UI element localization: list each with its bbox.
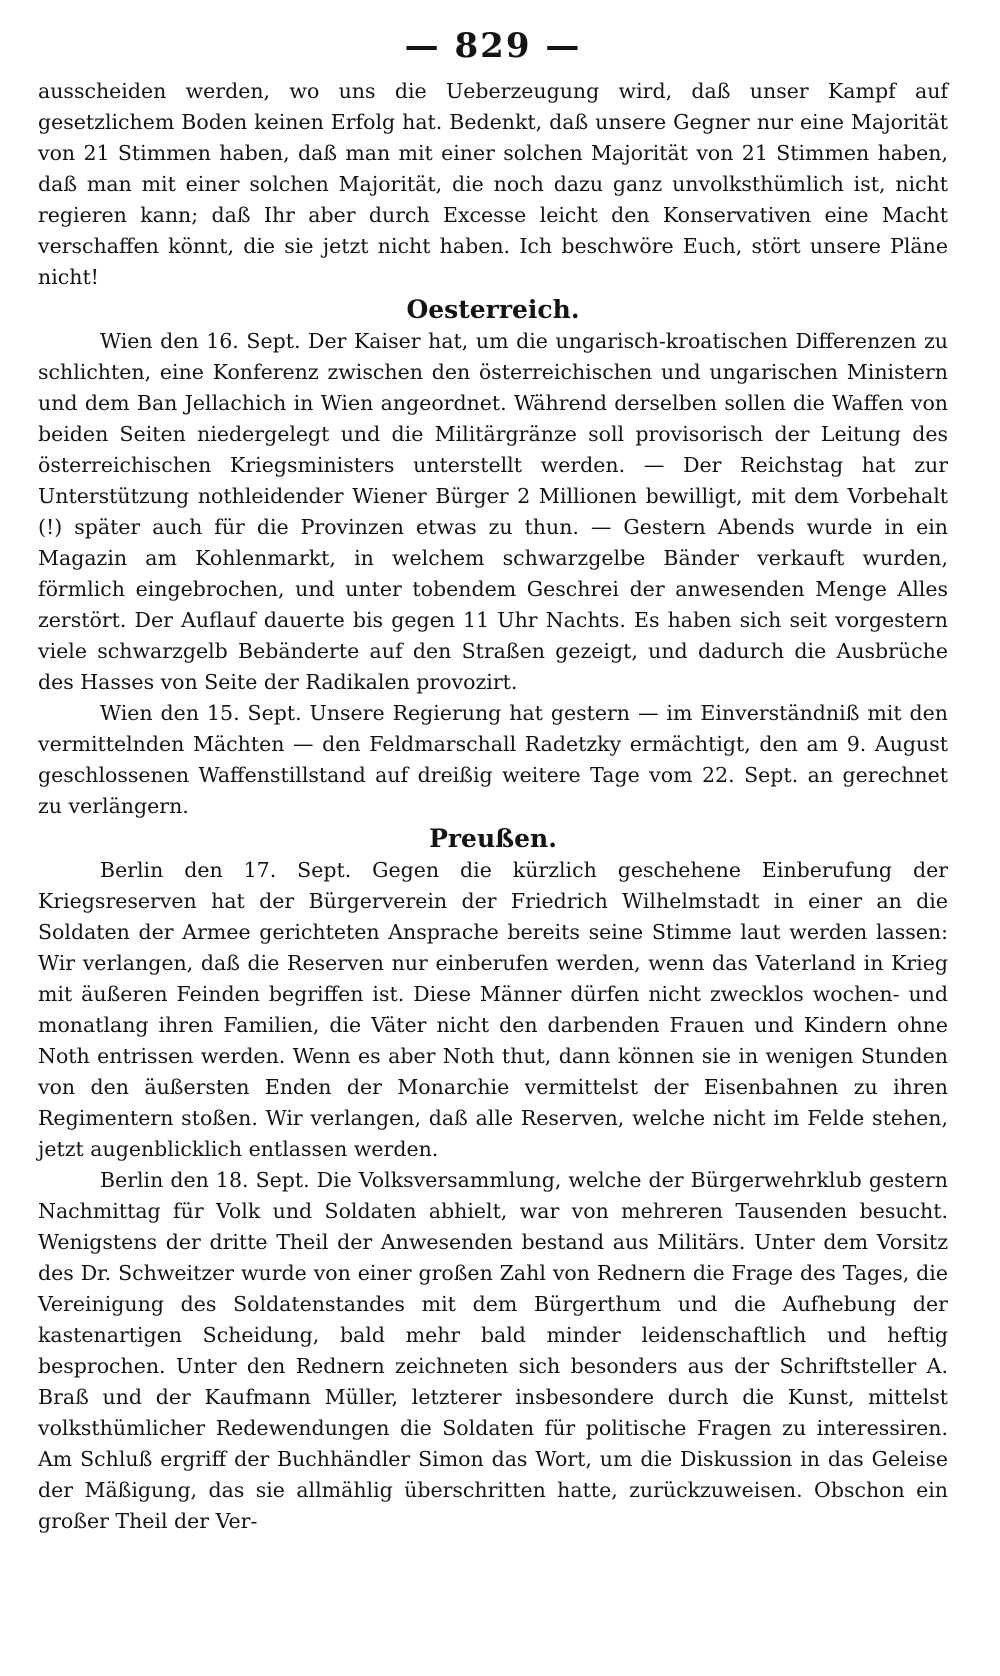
page-number: — 829 — (404, 26, 582, 66)
continuation-paragraph: ausscheiden werden, wo uns die Ueberzeugung wird, daß unser Kampf auf gesetzlichem Boden keinen Erfolg hat. Bedenkt, daß unsere Gegner nur eine Majorität von 21 Stimmen haben, daß man mit einer solchen Majorität von 21 Stimmen haben, daß man mit einer solchen Majorität, die noch dazu ganz unvolksthümlich ist, nicht regieren kann; daß Ihr aber durch Excesse leicht den Konservativen eine Macht verschaffen könnt, die sie jetzt nicht haben. Ich beschwöre Euch, stört unsere Pläne nicht! (38, 79, 948, 289)
article-berlin-17-sept: Berlin den 17. Sept. Gegen die kürzlich geschehene Einberufung der Kriegsreserven hat der Bürgerverein der Friedrich Wilhelmstadt in einer an die Soldaten der Armee gerichteten Ansprache bereits seine Stimme laut werden lassen: Wir verlangen, daß die Reserven nur einberufen werden, wenn das Vaterland in Krieg mit äußeren Feinden begriffen ist. Diese Männer dürfen nicht zwecklos wochen- und monatlang ihren Familien, die Väter nicht den darbenden Frauen und Kindern ohne Noth entrissen werden. Wenn es aber Noth thut, dann können sie in wenigen Stunden von den äußersten Enden der Monarchie vermittelst der Eisenbahnen zu ihren Regimentern stoßen. Wir verlangen, daß alle Reserven, welche nicht im Felde stehen, jetzt augenblicklich entlassen werden. (38, 858, 948, 1161)
section-heading-austria: Oesterreich. (406, 295, 580, 324)
article-vienna-16-sept: Wien den 16. Sept. Der Kaiser hat, um die ungarisch-kroatischen Differenzen zu schlichten, eine Konferenz zwischen den österreichischen und ungarischen Ministern und dem Ban Jellachich in Wien angeordnet. Während derselben sollen die Waffen von beiden Seiten niedergelegt und die Militärgränze soll provisorisch der Leitung des österreichischen Kriegsministers unterstellt werden. — Der Reichstag hat zur Unterstützung nothleidender Wiener Bürger 2 Millionen bewilligt, mit dem Vorbehalt (!) später auch für die Provinzen etwas zu thun. — Gestern Abends wurde in ein Magazin am Kohlenmarkt, in welchem schwarzgelbe Bänder verkauft wurden, förmlich eingebrochen, und unter tobendem Geschrei der anwesenden Menge Alles zerstört. Der Auflauf dauerte bis gegen 11 Uhr Nachts. Es haben sich seit vorgestern viele schwarzgelb Bebänderte auf den Straßen gezeigt, und dadurch die Ausbrüche des Hasses von Seite der Radikalen provozirt. (38, 329, 948, 694)
article-vienna-15-sept: Wien den 15. Sept. Unsere Regierung hat gestern — im Einverständniß mit den vermittelnden Mächten — den Feldmarschall Radetzky ermächtigt, den am 9. August geschlossenen Waffenstillstand auf dreißig weitere Tage vom 22. Sept. an gerechnet zu verlängern. (38, 701, 948, 818)
article-berlin-18-sept: Berlin den 18. Sept. Die Volksversammlung, welche der Bürgerwehrklub gestern Nachmittag für Volk und Soldaten abhielt, war von mehreren Tausenden besucht. Wenigstens der dritte Theil der Anwesenden bestand aus Militärs. Unter dem Vorsitz des Dr. Schweitzer wurde von einer großen Zahl von Rednern die Frage des Tages, die Vereinigung des Soldatenstandes mit dem Bürgerthum und die Aufhebung der kastenartigen Scheidung, bald mehr bald minder leidenschaftlich und heftig besprochen. Unter den Rednern zeichneten sich besonders aus der Schriftsteller A. Braß und der Kaufmann Müller, letzterer insbesondere durch die Kunst, mittelst volksthümlicher Redewendungen die Soldaten für politische Fragen zu interessiren. Am Schluß ergriff der Buchhändler Simon das Wort, um die Diskussion in das Geleise der Mäßigung, das sie allmählig überschritten hatte, zurückzuweisen. Obschon ein großer Theil der Ver- (38, 1168, 948, 1533)
section-heading-prussia: Preußen. (429, 824, 557, 853)
